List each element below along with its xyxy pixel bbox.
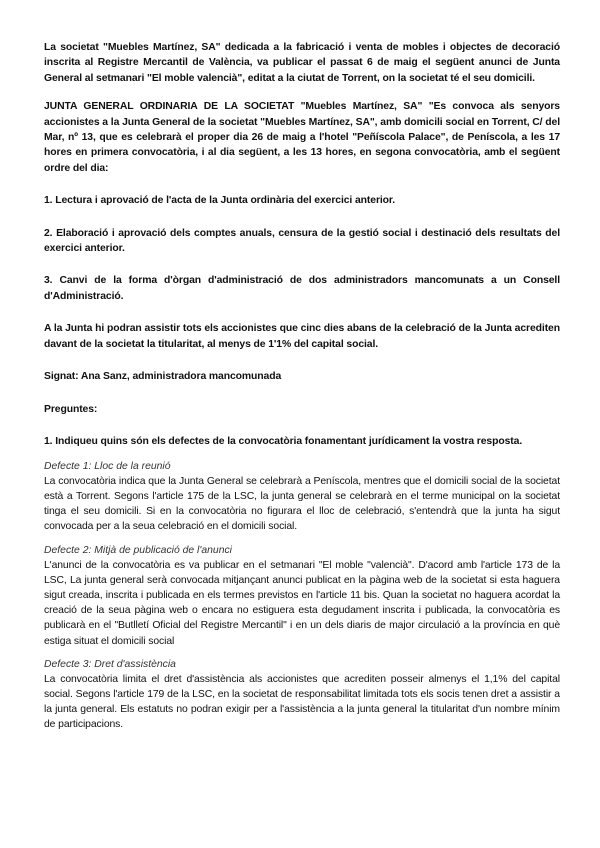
agenda-item-2: 2. Elaboració i aprovació dels comptes anuals, censura de la gestió social i destinació dels resultats del exercici anterior. xyxy=(44,227,560,255)
agenda-item-1: 1. Lectura i aprovació de l'acta de la Junta ordinària del exercici anterior. xyxy=(44,195,396,207)
question-1: 1. Indiqueu quins són els defectes de la convocatòria fonamentant jurídicament la vostra resposta. xyxy=(44,435,523,447)
defect-1-text: La convocatòria indica que la Junta General se celebrarà a Peníscola, mentres que el domicili social de la societat està a Torrent. Segons l'article 175 de la LSC, la junta general se celebrarà en el terme municipal on la societat tinga el seu domicili. Si en la convocatòria no figurara el lloc de celebració, s'entendrà que la junta ha sigut convocada per a la seua celebració en el domicili social. xyxy=(44,475,560,533)
document-page xyxy=(44,40,560,733)
defect-1-title: Defecte 1: Lloc de la reunió xyxy=(44,460,171,472)
defect-2-text: L'anunci de la convocatòria es va publicar en el setmanari "El moble "valencià". D'acord amb l'article 173 de la LSC, La junta general serà convocada mitjançant anunci publicat en la pàgina web de la societat si esta haguera sigut creada, inscrita i publicada en els termes previstos en l'article 11 bis. Quan la societat no haguera acordat la creació de la seua pàgina web o encara no estiguera esta degudament inscrita i publicada, la convocatòria es publicarà en el "Butlletí Oficial del Registre Mercantil" i en un dels diaris de major circulació a la província en què estiga situat el domicili social xyxy=(44,559,560,647)
signature-line: Signat: Ana Sanz, administradora mancomunada xyxy=(44,371,282,383)
defect-3-title: Defecte 3: Dret d'assistència xyxy=(44,658,176,670)
agenda-item-3: 3. Canvi de la forma d'òrgan d'administració de dos administradors mancomunats a un Consell d'Administració. xyxy=(44,275,560,302)
convocation-paragraph: JUNTA GENERAL ORDINARIA DE LA SOCIETAT "Muebles Martínez, SA" "Es convoca als senyors accionistes a la Junta General de la societat "Muebles Martínez, SA", amb domicili social en Torrent, C/ del Mar, nº 13, que es celebrarà el proper dia 26 de maig a l'hotel "Peñíscola Palace", de Peníscola, a les 17 hores en primera convocatòria, i al dia següent, a les 13 hores, en segona convocatòria, amb el següent ordre del dia: xyxy=(44,101,560,174)
defect-3-text: La convocatòria limita el dret d'assistència als accionistes que acrediten posseir almenys el 1,1% del capital social. Segons l'article 179 de la LSC, en la societat de responsabilitat limitada tots els socis tenen dret a assistir a la junta general. Els estatuts no podran exigir per a l'assistència a la junta general la titularitat d'un nombre mínim de participacions. xyxy=(44,673,560,731)
intro-paragraph: La societat "Muebles Martínez, SA" dedicada a la fabricació i venta de mobles i objectes de decoració inscrita al Registre Mercantil de València, va publicar el passat 6 de maig el següent anunci de Junta General al setmanari "El moble valencià", editat a la ciutat de Torrent, on la societat té el seu domicili. xyxy=(44,42,560,84)
defect-2-title: Defecte 2: Mitjà de publicació de l'anunci xyxy=(44,544,232,556)
attendance-paragraph: A la Junta hi podran assistir tots els accionistes que cinc dies abans de la celebració de la Junta acrediten davant de la societat la titularitat, al menys de 1'1% del capital social. xyxy=(44,323,560,350)
questions-heading: Preguntes: xyxy=(44,403,98,415)
